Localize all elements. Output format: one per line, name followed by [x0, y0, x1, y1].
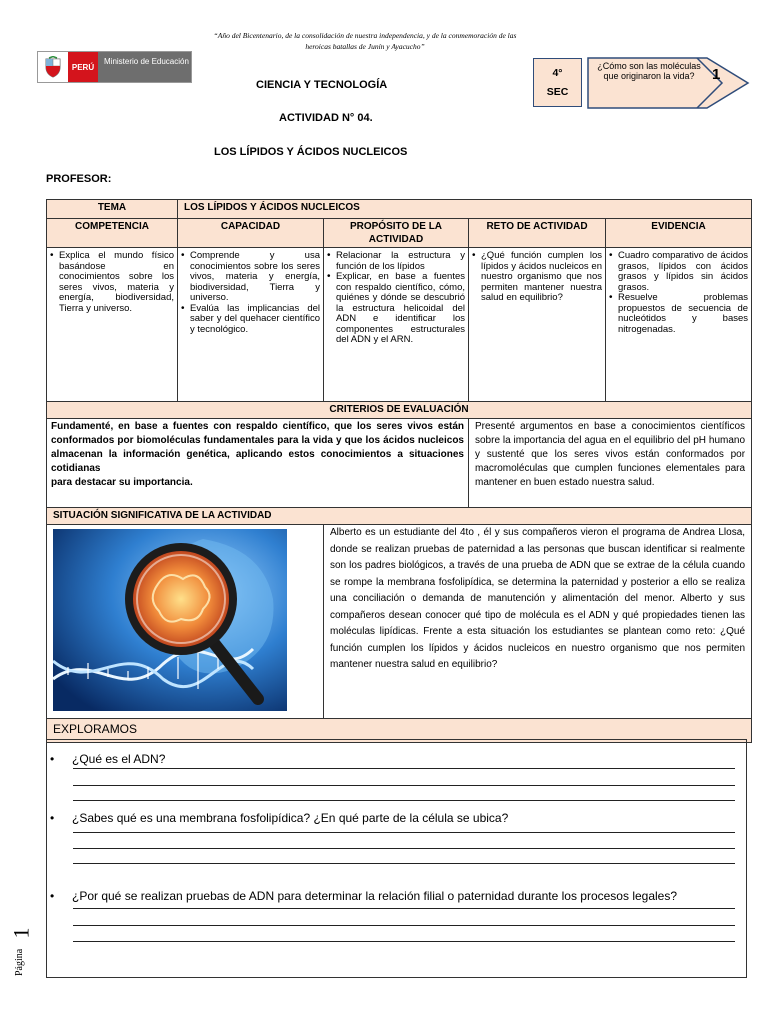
proposito-item: • Explicar, en base a fuentes con respaldo científico, cómo, quiénes y dónde se descubrió la estructura helicoidal del ADN e identificar los componentes estructurales del ADN y el ARN. — [327, 272, 465, 346]
answer-line[interactable] — [73, 863, 735, 864]
activity-table — [46, 199, 752, 743]
motto: “Año del Bicentenario, de la consolidación de nuestra independencia, y de la conmemoración de las heroicas batallas de Junín y Ayacucho” — [213, 31, 517, 51]
col-header-proposito: PROPÓSITO DE LA ACTIVIDAD — [324, 219, 469, 248]
question-text: ¿Por qué se realizan pruebas de ADN para determinar la relación filial o paternidad durante los procesos legales? — [72, 889, 678, 903]
page-word: Página — [14, 948, 25, 976]
coat-of-arms-icon — [38, 52, 68, 82]
capacidad-item: • Comprende y usa conocimientos sobre los seres vivos, materia y energía, biodiversidad, Tierra y universo. — [181, 251, 320, 304]
answer-line[interactable] — [73, 848, 735, 849]
proposito-cell — [324, 248, 469, 402]
situacion-image-cell — [47, 525, 324, 719]
explore-box — [46, 739, 747, 978]
answer-line[interactable] — [73, 785, 735, 786]
profesor-label: PROFESOR: — [46, 173, 112, 185]
bullet-icon: • — [50, 889, 55, 903]
logo-ministry: Ministerio de Educación — [98, 52, 191, 82]
criterio-1 — [47, 419, 469, 508]
evidencia-item: • Resuelve problemas propuestos de secuencia de nucleótidos y bases nitrogenadas. — [609, 293, 748, 335]
situacion-header: SITUACIÓN SIGNIFICATIVA DE LA ACTIVIDAD — [47, 508, 752, 525]
activity-number: ACTIVIDAD N° 04. — [279, 112, 373, 124]
situacion-text: Alberto es un estudiante del 4to , él y sus compañeros vieron el programa de Andrea Llosa, donde se realizan pruebas de paternidad a las personas que buscan identificar si realmente son los padres biológicos, a través de una prueba de ADN que se extrae de la célula cuando se rompe la membrana fosfolipídica, se determina la paternidad y posterior a ello se realiza una conciliación o demanda de manutención y alimentación del menor. Alberto y sus compañeros desean conocer qué tipo de molécula es el ADN y qué propiedades tienen las moléculas lipídicas. Frente a esta situación los estudiantes se plantean como reto: ¿Qué función cumplen los lípidos y ácidos nucleicos en nuestro organismo que nos permiten mantener nuestra salud en equilibrio? — [324, 525, 752, 719]
answer-line[interactable] — [73, 941, 735, 942]
answer-line[interactable] — [73, 768, 735, 769]
col-header-reto: RETO DE ACTIVIDAD — [469, 219, 606, 248]
logo-country: PERÚ — [68, 52, 98, 82]
criterio-1-end: para destacar su importancia. — [51, 477, 193, 488]
capacidad-item: • Evalúa las implicancias del saber y del quehacer científico y tecnológico. — [181, 304, 320, 336]
page-marker — [8, 918, 38, 978]
exploramos-header: EXPLORAMOS — [47, 719, 752, 743]
answer-line[interactable] — [73, 800, 735, 801]
bullet-icon: • — [50, 752, 55, 766]
col-header-evidencia: EVIDENCIA — [606, 219, 752, 248]
tema-value: LOS LÍPIDOS Y ÁCIDOS NUCLEICOS — [178, 200, 752, 219]
col-header-competencia: COMPETENCIA — [47, 219, 178, 248]
answer-line[interactable] — [73, 925, 735, 926]
evidencia-item: • Cuadro comparativo de ácidos grasos, lípidos con ácidos grasos y lípidos sin ácidos grasos. — [609, 251, 748, 293]
capacidad-cell — [178, 248, 324, 402]
grade-section: SEC — [546, 86, 569, 98]
evidencia-cell — [606, 248, 752, 402]
dna-magnifier-image — [53, 529, 287, 711]
bullet-icon: • — [50, 811, 55, 825]
answer-line[interactable] — [73, 832, 735, 833]
activity-topic: LOS LÍPIDOS Y ÁCIDOS NUCLEICOS — [214, 146, 408, 158]
criterios-header: CRITERIOS DE EVALUACIÓN — [47, 402, 752, 419]
question-text: ¿Sabes qué es una membrana fosfolipídica? ¿En qué parte de la célula se ubica? — [72, 811, 509, 825]
col-header-capacidad: CAPACIDAD — [178, 219, 324, 248]
reto-item: • ¿Qué función cumplen los lípidos y ácidos nucleicos en nuestro organismo que nos permiten mantener nuestra salud en equilibrio? — [472, 251, 602, 304]
page-number: 1 — [8, 927, 34, 939]
reto-cell — [469, 248, 606, 402]
competencia-cell — [47, 248, 178, 402]
tema-label: TEMA — [47, 200, 178, 219]
proposito-item: • Relacionar la estructura y función de los lípidos — [327, 251, 465, 272]
competencia-item: • Explica el mundo físico basándose en conocimientos sobre los seres vivos, materia y energía, biodiversidad, Tierra y universo. — [50, 251, 174, 314]
question-text: ¿Qué es el ADN? — [72, 752, 166, 766]
grade-number: 4° — [552, 67, 563, 79]
unit-number: 1 — [712, 66, 721, 83]
criterio-1-text: Fundamenté, en base a fuentes con respaldo científico, que los seres vivos están conformados por biomoléculas fundamentales para la vida y que los ácidos nucleicos almacenan la información genética, aplicando estos conocimientos a situaciones cotidianas — [51, 421, 464, 474]
unit-question: ¿Cómo son las moléculas que originaron la vida? — [597, 61, 701, 81]
ministry-logo — [37, 51, 192, 83]
subject-title: CIENCIA Y TECNOLOGÍA — [256, 79, 388, 91]
grade-box — [533, 58, 582, 107]
criterio-2: Presenté argumentos en base a conocimientos científicos sobre la importancia del agua en el equilibrio del pH humano y sustenté que los seres vivos están conformados por macromoléculas que cumplen funciones elementales para mantener en buen estado nuestra salud. — [469, 419, 752, 508]
answer-line[interactable] — [73, 908, 735, 909]
